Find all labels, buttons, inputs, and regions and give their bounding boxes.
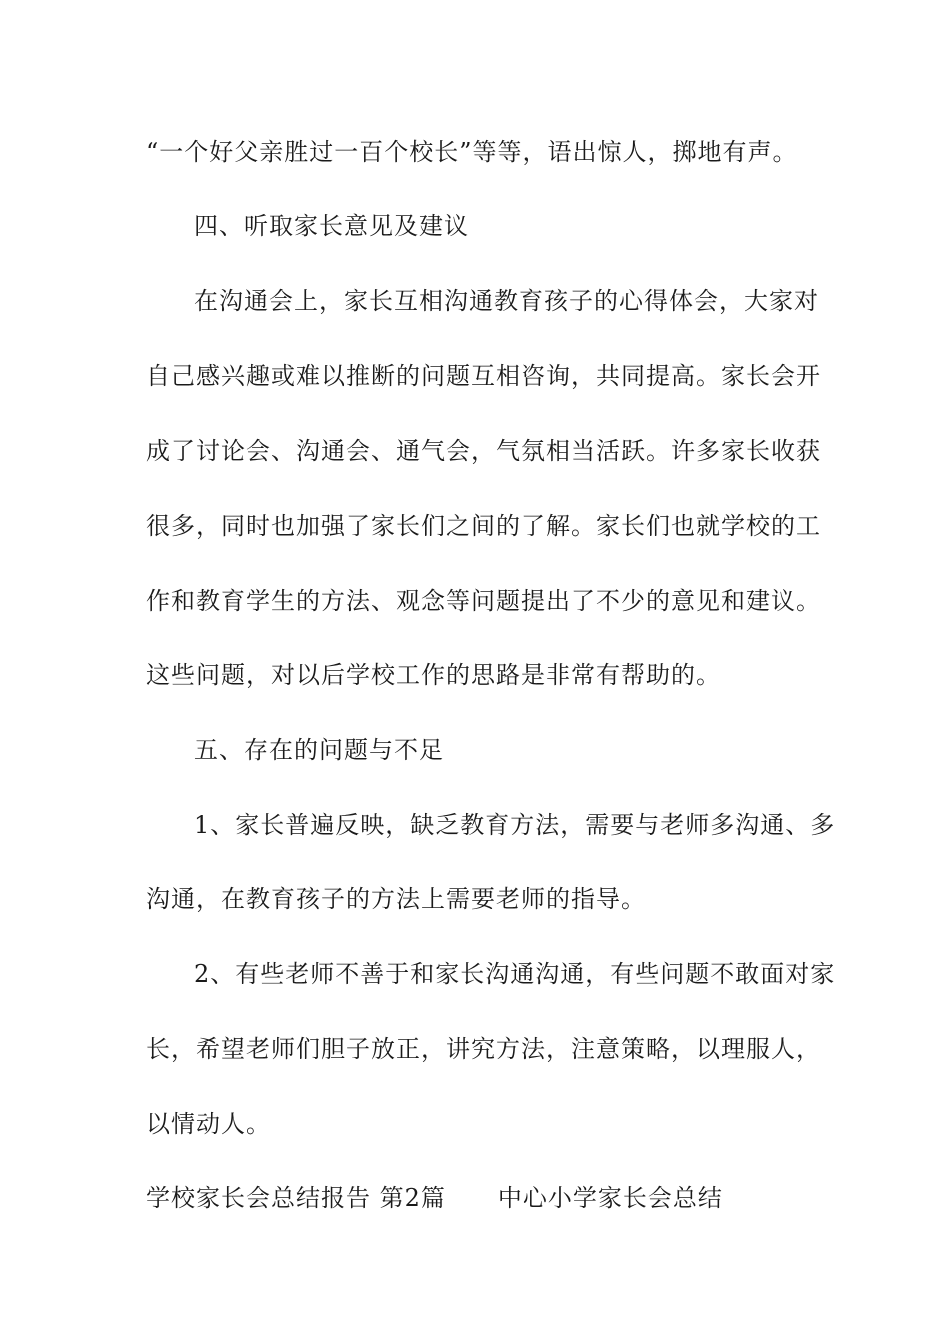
paragraph-line: “一个好父亲胜过一百个校长”等等，语出惊人，掷地有声。 [146, 138, 798, 166]
paragraph-line: 2、有些老师不善于和家长沟通沟通，有些问题不敢面对家 [194, 960, 836, 988]
footer-title: 学校家长会总结报告 第2篇 [146, 1184, 446, 1212]
document-footer [146, 1182, 723, 1214]
paragraph-line: 成了讨论会、沟通会、通气会，气氛相当活跃。许多家长收获 [146, 437, 821, 465]
section-heading-5: 五、存在的问题与不足 [194, 736, 444, 764]
paragraph-line: 很多，同时也加强了家长们之间的了解。家长们也就学校的工 [146, 512, 821, 540]
paragraph-line: 这些问题，对以后学校工作的思路是非常有帮助的。 [146, 661, 721, 689]
paragraph-line: 自己感兴趣或难以推断的问题互相咨询，共同提高。家长会开 [146, 362, 821, 390]
paragraph-line: 在沟通会上，家长互相沟通教育孩子的心得体会，大家对 [194, 287, 819, 315]
footer-subtitle: 中心小学家长会总结 [497, 1184, 723, 1212]
paragraph-line: 长，希望老师们胆子放正，讲究方法，注意策略，以理服人， [146, 1035, 821, 1063]
paragraph-line: 以情动人。 [146, 1110, 271, 1138]
paragraph-line: 作和教育学生的方法、观念等问题提出了不少的意见和建议。 [146, 587, 821, 615]
paragraph-line: 1、家长普遍反映，缺乏教育方法，需要与老师多沟通、多 [194, 811, 836, 839]
paragraph-line: 沟通，在教育孩子的方法上需要老师的指导。 [146, 885, 646, 913]
section-heading-4: 四、听取家长意见及建议 [194, 212, 469, 240]
